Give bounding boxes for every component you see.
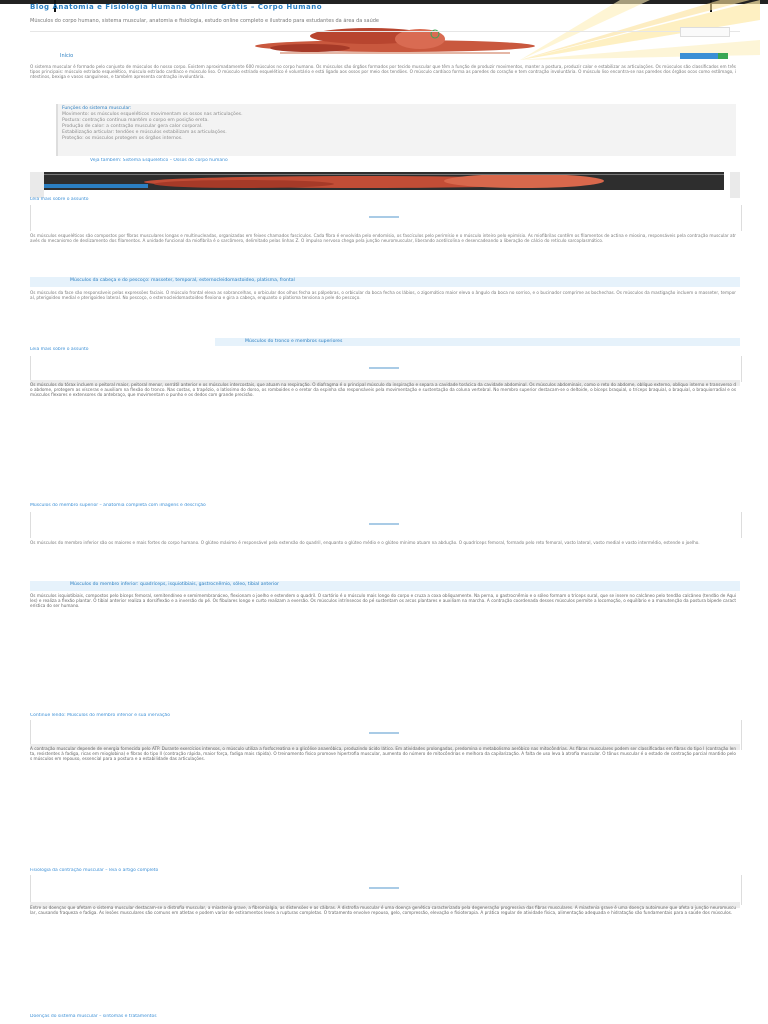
- quote-line: Produção de calor: a contração muscular gera calor corporal.: [62, 124, 203, 129]
- quote-line: Estabilização articular: tendões e músculos estabilizam as articulações.: [62, 130, 227, 135]
- section-divider: [30, 875, 742, 905]
- divider-mark: [369, 367, 399, 369]
- section-2-link[interactable]: Músculos do membro superior – anatomia completa com imagens e descrição: [30, 503, 206, 508]
- section-5-paragraph: Entre as doenças que afetam o sistema muscular destacam-se a distrofia muscular, a miastenia grave, a fibromialgia, as distensões e as cãibras. A distrofia muscular é uma doença genética caracterizada pela degeneração progressiva das fibras musculares. A miastenia grave é uma doença autoimune que afeta a junção neuromuscular, causando fraqueza e fadiga. As lesões musculares são comuns em atletas e podem variar de estiramentos leves a rupturas completas. O tratamento envolve repouso, gelo, compressão, elevação e fisioterapia. A prática regular de atividade física, alimentação adequada e hidratação são fundamentais para a saúde dos músculos.: [30, 905, 736, 916]
- nav-link-home[interactable]: Início: [60, 53, 74, 59]
- section-4-paragraph: A contração muscular depende de energia fornecida pelo ATP. Durante exercícios intensos, o músculo utiliza a fosfocreatina e a glicólise anaeróbica, produzindo ácido lático. Em atividades prolongadas, predomina o metabolismo aeróbico nas mitocôndrias. As fibras musculares podem ser classificadas em fibras do tipo I (contração lenta, resistentes à fadiga, ricas em mioglobina) e fibras do tipo II (contração rápida, maior força, fadiga mais rápida). O treinamento físico promove hipertrofia muscular, aumento do número de mitocôndrias e melhora da capilarização. A falta de uso leva à atrofia muscular. O tônus muscular é o estado de contração parcial mantido pelos músculos em repouso, essencial para a postura e a estabilidade das articulações.: [30, 746, 736, 762]
- section-divider: [30, 512, 742, 538]
- section-3-highlight[interactable]: Músculos do membro inferior: quadríceps, isquiotibiais, gastrocnêmio, sóleo, tibial anterior: [30, 581, 740, 591]
- intro-paragraph: O sistema muscular é formado pelo conjunto de músculos do nosso corpo. Existem aproximadamente 600 músculos no corpo humano. Os músculos são órgãos formados por tecido muscular que têm a função de produzir movimentos, manter a postura, produzir calor e estabilizar as articulações. Os músculos são classificados em três tipos principais: músculo estriado esquelético, músculo estriado cardíaco e músculo liso. O músculo estriado esquelético é voluntário e está ligado aos ossos por meio dos tendões. O músculo cardíaco forma as paredes do coração e tem contração involuntária. O músculo liso encontra-se nas paredes dos órgãos ocos como estômago, intestinos, bexiga e vasos sanguíneos, e também apresenta contração involuntária.: [30, 64, 736, 80]
- quote-line: Movimento: os músculos esqueléticos movimentam os ossos nas articulações.: [62, 112, 243, 117]
- section-4-link[interactable]: Fisiologia da contração muscular – leia o artigo completo: [30, 868, 159, 873]
- divider-mark: [369, 887, 399, 889]
- nav-divider: [30, 31, 740, 32]
- quote-line: Postura: contração contínua mantém o corpo em posição ereta.: [62, 118, 209, 123]
- section-2-paragraph: Os músculos do tórax incluem o peitoral maior, peitoral menor, serrátil anterior e os músculos intercostais, que atuam na respiração. O diafragma é o principal músculo da inspiração e separa a cavidade torácica da cavidade abdominal. Os músculos abdominais, como o reto do abdome, oblíquo externo, oblíquo interno e transverso do abdome, protegem as vísceras e auxiliam na flexão do tronco. Nas costas, o trapézio, o latíssimo do dorso, os romboides e o eretor da espinha são responsáveis pela movimentação e sustentação da coluna vertebral. No membro superior destacam-se o deltoide, o bíceps braquial, o tríceps braquial, o braquial, o braquiorradial e os músculos flexores e extensores do antebraço, que movimentam o punho e os dedos com grande precisão.: [30, 382, 736, 398]
- divider-mark: [369, 216, 399, 218]
- site-subtitle: Músculos do corpo humano, sistema muscular, anatomia e fisiologia, estudo online completo e ilustrado para estudantes da área da saúde: [30, 18, 379, 24]
- gallery-frame-right: [730, 172, 740, 198]
- gallery-caption-link[interactable]: Leia mais sobre o assunto: [30, 197, 89, 202]
- functions-quote-box: [56, 104, 736, 156]
- gallery-progress-bar: [44, 184, 148, 188]
- divider-mark: [369, 732, 399, 734]
- gallery-frame-left: [30, 172, 44, 198]
- go-button[interactable]: [718, 53, 728, 59]
- see-also-link[interactable]: Veja também: Sistema Esquelético – Ossos do corpo humano: [90, 158, 228, 163]
- quote-line: Proteção: os músculos protegem os órgãos internos.: [62, 136, 183, 141]
- quote-heading: Funções do sistema muscular:: [62, 106, 132, 111]
- section-3-paragraph-2: Os músculos isquiotibiais, compostos pelo bíceps femoral, semitendíneo e semimembranáceo, flexionam o joelho e estendem o quadril. O sartório é o músculo mais longo do corpo e cruza a coxa obliquamente. Na perna, o gastrocnêmio e o sóleo formam o tríceps sural, que se insere no calcâneo pelo tendão calcâneo (tendão de Aquiles) e realiza a flexão plantar. O tibial anterior realiza a dorsiflexão e a inversão do pé. Os fibulares longo e curto realizam a eversão. Os músculos intrínsecos do pé sustentam os arcos plantares e auxiliam na marcha. A contração coordenada desses músculos permite a locomoção, o equilíbrio e a manutenção da postura bípede característica do ser humano.: [30, 593, 736, 609]
- section-3-paragraph: Os músculos do membro inferior são os maiores e mais fortes do corpo humano. O glúteo máximo é responsável pela extensão do quadril, enquanto o glúteo médio e o glúteo mínimo atuam na abdução. O quadríceps femoral, formado pelo reto femoral, vasto lateral, vasto medial e vasto intermédio, estende o joelho.: [30, 540, 700, 545]
- divider-mark: [369, 523, 399, 525]
- section-divider: [30, 205, 742, 231]
- site-title[interactable]: Blog Anatomia e Fisiologia Humana Online Grátis – Corpo Humano: [30, 3, 323, 11]
- section-5-link[interactable]: Doenças do sistema muscular – sintomas e tratamentos: [30, 1014, 157, 1019]
- section-1-paragraph-2: Os músculos da face são responsáveis pelas expressões faciais. O músculo frontal eleva as sobrancelhas, o orbicular dos olhos fecha as pálpebras, o orbicular da boca fecha os lábios, o zigomático maior eleva o ângulo da boca no sorriso, e o bucinador comprime as bochechas. Os músculos da mastigação incluem o masseter, temporal, pterigoideo medial e pterigoideo lateral. No pescoço, o esternocleidomastoideo flexiona e gira a cabeça, enquanto o platisma tensiona a pele do pescoço.: [30, 290, 736, 301]
- section-1-highlight[interactable]: Músculos da cabeça e do pescoço: masseter, temporal, esternocleidomastoideo, platisma, frontal: [30, 277, 740, 287]
- section-divider: [30, 356, 742, 382]
- search-input[interactable]: [680, 27, 730, 37]
- section-1-paragraph: Os músculos esqueléticos são compostos por fibras musculares longas e multinucleadas, organizadas em feixes chamados fascículos. Cada fibra é envolvida pelo endomísio, os fascículos pelo perimísio e o músculo inteiro pelo epimísio. As miofibrilas contêm os filamentos de actina e miosina, responsáveis pela contração muscular através do mecanismo de deslizamento dos filamentos. A unidade funcional da miofibrila é o sarcômero, delimitado pelas linhas Z. O impulso nervoso chega pela junção neuromuscular, liberando acetilcolina e desencadeando a liberação de cálcio do retículo sarcoplasmático.: [30, 233, 736, 244]
- section-1-highlight-2[interactable]: Músculos do tronco e membros superiores: [215, 338, 740, 346]
- muscle-anatomy-banner-image: [250, 24, 540, 58]
- section-1-link[interactable]: Leia mais sobre o assunto: [30, 347, 89, 352]
- section-3-link[interactable]: Continue lendo: Músculos do membro inferior e sua inervação: [30, 713, 170, 718]
